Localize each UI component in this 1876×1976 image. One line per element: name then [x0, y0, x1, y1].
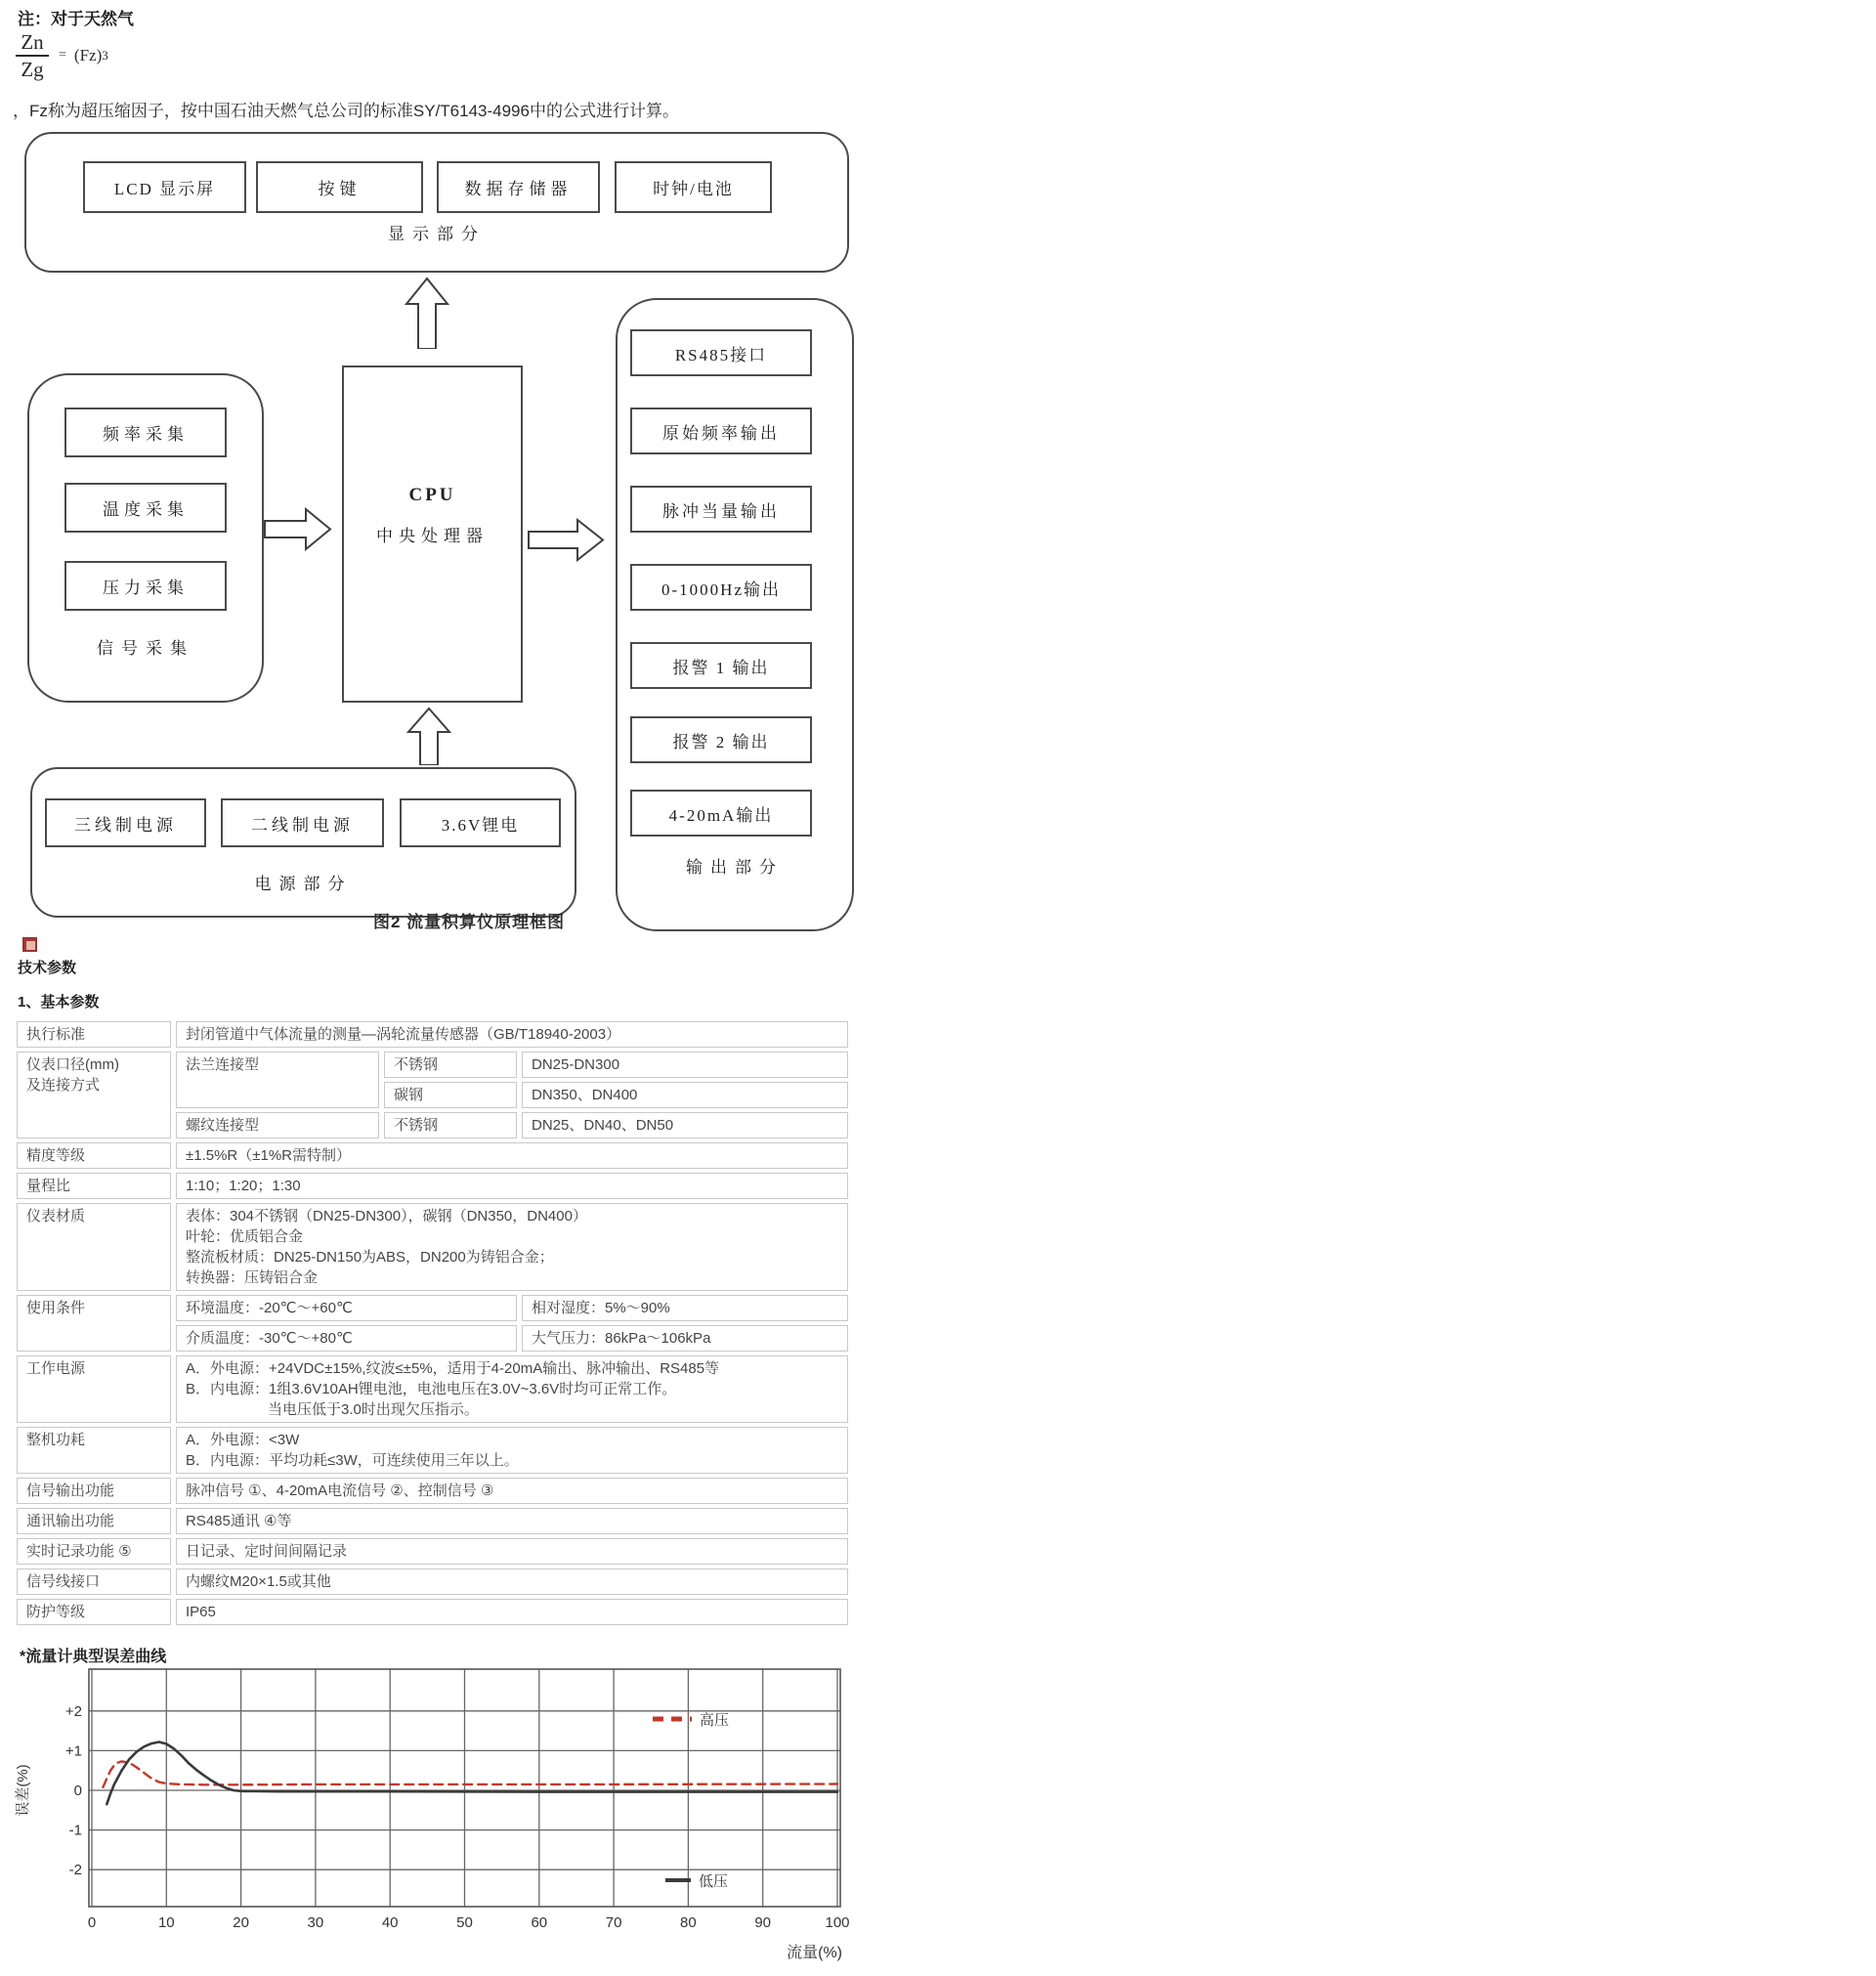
row-value: [176, 1427, 848, 1474]
row-value: 封闭管道中气体流量的测量—涡轮流量传感器（GB/T18940-2003）: [176, 1021, 848, 1048]
table-row: [17, 1508, 848, 1534]
power-section-label: 电源部分: [254, 875, 353, 893]
three-wire-power-box: 三线制电源: [45, 798, 206, 847]
alarm2-out-box: 报警 2 输出: [630, 716, 812, 763]
table-row: [17, 1203, 848, 1291]
row-label: [17, 1052, 171, 1138]
row-label: 防护等级: [17, 1599, 171, 1625]
table-row: [17, 1355, 848, 1423]
diameter-label-line1: 仪表口径(mm): [26, 1056, 119, 1073]
svg-text:80: 80: [680, 1914, 697, 1931]
arrow-up-cpu-to-display-icon: [405, 277, 449, 349]
basic-params-heading: 1、基本参数: [18, 994, 100, 1010]
table-row: [17, 1142, 848, 1169]
power-line: 当电压低于3.0时出现欠压指示。: [268, 1401, 479, 1418]
row-value: [176, 1203, 848, 1291]
row-label: 使用条件: [17, 1295, 171, 1352]
diameter-range: DN25-DN300: [522, 1052, 848, 1078]
row-value: RS485通讯 ④等: [176, 1508, 848, 1534]
row-value: IP65: [176, 1599, 848, 1625]
svg-text:0: 0: [87, 1914, 97, 1931]
row-label: 仪表材质: [17, 1203, 171, 1291]
cpu-label: CPU: [408, 485, 456, 505]
row-label: 量程比: [17, 1173, 171, 1199]
svg-text:高压: 高压: [700, 1712, 730, 1729]
table-row: [17, 1295, 848, 1321]
svg-text:70: 70: [605, 1914, 622, 1931]
formula-fraction: [16, 31, 49, 80]
display-section-label: 显示部分: [388, 225, 486, 243]
material-line: 表体：304不锈钢（DN25-DN300），碳钢（DN350，DN400）: [186, 1208, 587, 1224]
clock-battery-box: 时钟/电池: [615, 161, 772, 213]
svg-text:低压: 低压: [699, 1873, 729, 1890]
tech-params-heading: 技术参数: [18, 960, 77, 976]
note-title: 注：对于天然气: [18, 10, 134, 28]
condition-cell: 环境温度：-20℃～+60℃: [176, 1295, 517, 1321]
connection-type: 螺纹连接型: [176, 1112, 379, 1138]
material-line: 整流板材质：DN25-DN150为ABS，DN200为铸铝合金；: [186, 1249, 554, 1266]
svg-text:0: 0: [73, 1783, 82, 1799]
params-table: [12, 1017, 853, 1629]
material-type: 不锈钢: [384, 1112, 517, 1138]
svg-text:+1: +1: [64, 1742, 82, 1760]
arrow-up-power-to-cpu-icon: [406, 707, 451, 765]
lcd-display-box: LCD 显示屏: [83, 161, 246, 213]
row-value: 日记录、定时间间隔记录: [176, 1538, 848, 1565]
condition-cell: 相对湿度：5%～90%: [522, 1295, 848, 1321]
pulse-equivalent-out-box: 脉冲当量输出: [630, 486, 812, 533]
display-section: [24, 132, 849, 273]
figure-caption: 图2 流量积算仪原理框图: [373, 913, 566, 931]
svg-text:误差(%): 误差(%): [15, 1764, 31, 1817]
condition-cell: 介质温度：-30℃～+80℃: [176, 1325, 517, 1352]
material-line: 转换器：压铸铝合金: [186, 1269, 319, 1286]
note-description: ，Fz称为超压缩因子，按中国石油天燃气总公司的标准SY/T6143-4996中的公式进行计算。: [13, 102, 679, 120]
alarm1-out-box: 报警 1 输出: [630, 642, 812, 689]
svg-text:50: 50: [456, 1914, 473, 1931]
consumption-line: A．外电源：<3W: [186, 1432, 300, 1448]
output-section-label: 输出部分: [686, 858, 784, 877]
power-section: [30, 767, 576, 918]
gas-formula: [16, 31, 108, 80]
svg-text:-2: -2: [68, 1862, 82, 1879]
table-row: [17, 1538, 848, 1565]
row-label: 整机功耗: [17, 1427, 171, 1474]
power-line: A．外电源：+24VDC±15%,纹波≤±5%，适用于4-20mA输出、脉冲输出、RS485等: [186, 1360, 720, 1377]
svg-text:90: 90: [754, 1914, 772, 1931]
svg-text:-1: -1: [68, 1822, 82, 1839]
condition-cell: 大气压力：86kPa～106kPa: [522, 1325, 848, 1352]
pressure-acq-box: 压力采集: [64, 561, 227, 611]
power-line: B．内电源：1组3.6V10AH锂电池，电池电压在3.0V~3.6V时均可正常工作。: [186, 1381, 677, 1397]
table-row: [17, 1568, 848, 1595]
svg-text:10: 10: [157, 1914, 175, 1931]
rs485-port-box: RS485接口: [630, 329, 812, 376]
material-type: 碳钢: [384, 1082, 517, 1108]
svg-text:+2: +2: [64, 1702, 82, 1720]
row-label: 信号线接口: [17, 1568, 171, 1595]
row-label: 工作电源: [17, 1355, 171, 1423]
formula-base: (Fz): [73, 46, 103, 65]
row-value: 1:10；1:20；1:30: [176, 1173, 848, 1199]
cpu-box: [342, 365, 523, 703]
diameter-label-line2: 及连接方式: [26, 1077, 101, 1094]
svg-text:30: 30: [307, 1914, 324, 1931]
diameter-range: DN25、DN40、DN50: [522, 1112, 848, 1138]
formula-numerator: Zn: [21, 30, 44, 54]
signal-section: [27, 373, 264, 703]
row-value: 脉冲信号 ①、4-20mA电流信号 ②、控制信号 ③: [176, 1478, 848, 1504]
connection-type: 法兰连接型: [176, 1052, 379, 1108]
table-row: [17, 1599, 848, 1625]
row-label: 执行标准: [17, 1021, 171, 1048]
svg-text:100: 100: [825, 1914, 850, 1931]
svg-text:20: 20: [233, 1914, 249, 1931]
arrow-right-cpu-to-output-icon: [527, 518, 605, 562]
error-curve-heading: *流量计典型误差曲线: [20, 1649, 167, 1665]
fraction-bar: [16, 55, 49, 57]
error-curve-chart: [0, 1642, 879, 1976]
table-row: [17, 1427, 848, 1474]
row-label: 通讯输出功能: [17, 1508, 171, 1534]
consumption-line: B．内电源：平均功耗≤3W，可连续使用三年以上。: [186, 1452, 519, 1469]
diameter-range: DN350、DN400: [522, 1082, 848, 1108]
frequency-acq-box: 频率采集: [64, 408, 227, 457]
keys-box: 按键: [256, 161, 423, 213]
params-table-wrapper: [12, 1017, 853, 1629]
two-wire-power-box: 二线制电源: [221, 798, 384, 847]
signal-section-label: 信号采集: [97, 639, 194, 658]
data-storage-box: 数据存储器: [437, 161, 600, 213]
material-type: 不锈钢: [384, 1052, 517, 1078]
svg-text:40: 40: [381, 1914, 399, 1931]
temperature-acq-box: 温度采集: [64, 483, 227, 533]
cpu-sublabel: 中央处理器: [376, 527, 489, 545]
arrow-right-signal-to-cpu-icon: [263, 507, 332, 551]
table-row: [17, 1021, 848, 1048]
formula-equals: =: [59, 48, 66, 64]
material-line: 叶轮：优质铝合金: [186, 1228, 304, 1245]
raw-frequency-out-box: 原始频率输出: [630, 408, 812, 454]
svg-text:60: 60: [531, 1914, 548, 1931]
table-row: [17, 1052, 848, 1078]
freq-0-1000hz-out-box: 0-1000Hz输出: [630, 564, 812, 611]
row-value: ±1.5%R（±1%R需特制）: [176, 1142, 848, 1169]
formula-denominator: Zg: [21, 58, 44, 82]
row-value: [176, 1355, 848, 1423]
table-row: [17, 1478, 848, 1504]
output-section: [616, 298, 854, 931]
row-label: 实时记录功能 ⑤: [17, 1538, 171, 1565]
svg-text:流量(%): 流量(%): [787, 1945, 842, 1961]
lithium-battery-box: 3.6V锂电: [400, 798, 561, 847]
row-value: 内螺纹M20×1.5或其他: [176, 1568, 848, 1595]
formula-exponent: 3: [102, 48, 108, 64]
broken-image-icon: [22, 937, 37, 952]
row-label: 精度等级: [17, 1142, 171, 1169]
row-label: 信号输出功能: [17, 1478, 171, 1504]
table-row: [17, 1173, 848, 1199]
current-4-20ma-out-box: 4-20mA输出: [630, 790, 812, 837]
